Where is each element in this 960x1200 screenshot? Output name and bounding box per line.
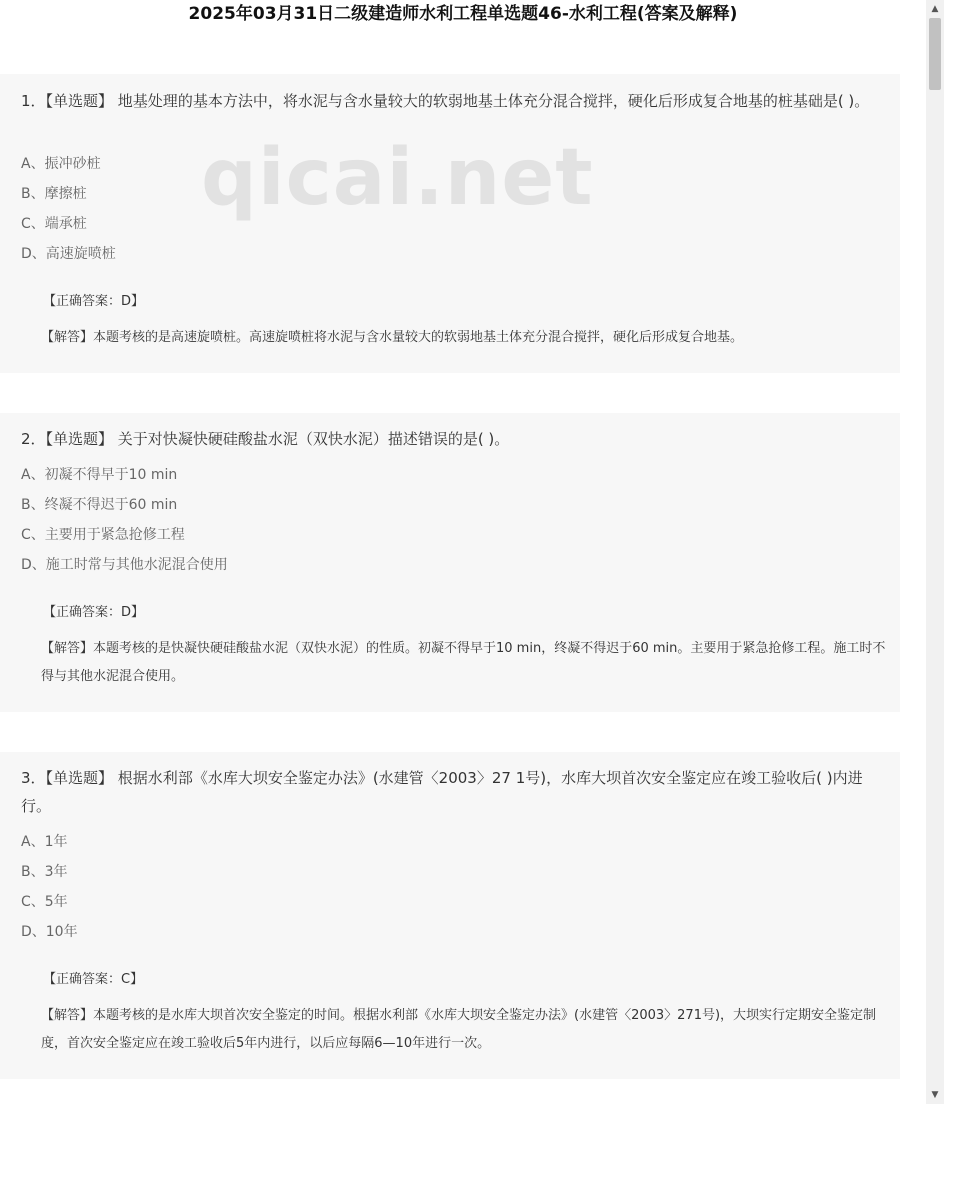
question-text: 2．【单选题】 关于对快凝快硬硅酸盐水泥（双快水泥）描述错误的是( )。 (21, 430, 510, 448)
vertical-scrollbar[interactable] (926, 0, 944, 1104)
option-b: B、摩擦桩 (21, 186, 87, 202)
correct-answer: 【正确答案：D】 (43, 605, 145, 620)
explanation: 【解答】本题考核的是快凝快硬硅酸盐水泥（双快水泥）的性质。初凝不得早于10 min，终凝不得迟于60 min。主要用于紧急抢修工程。施工时不得与其他水泥混合使用。 (41, 641, 886, 684)
option-a: A、初凝不得早于10 min (21, 467, 178, 483)
option-a: A、振冲砂桩 (21, 156, 101, 172)
explanation: 【解答】本题考核的是水库大坝首次安全鉴定的时间。根据水利部《水库大坝安全鉴定办法》(水建管〈2003〉271号)，大坝实行定期安全鉴定制度，首次安全鉴定应在竣工验收后5年内进行，以后应每隔6—10年进行一次。 (41, 1008, 877, 1051)
scroll-up-icon[interactable]: ▲ (931, 4, 939, 14)
option-c: C、主要用于紧急抢修工程 (21, 527, 185, 543)
question-card-2 (0, 413, 900, 712)
question-card-3 (0, 752, 900, 1079)
scrollbar-thumb[interactable] (929, 18, 941, 90)
option-d: D、10年 (21, 924, 78, 940)
option-b: B、3年 (21, 864, 68, 880)
question-card-1 (0, 74, 900, 373)
option-d: D、高速旋喷桩 (21, 246, 116, 262)
question-text: 1．【单选题】 地基处理的基本方法中，将水泥与含水量较大的软弱地基土体充分混合搅拌，硬化后形成复合地基的桩基础是( )。 (21, 92, 870, 110)
scroll-down-icon[interactable]: ▼ (931, 1090, 939, 1100)
option-d: D、施工时常与其他水泥混合使用 (21, 557, 228, 573)
option-c: C、端承桩 (21, 216, 87, 232)
page-title: 2025年03月31日二级建造师水利工程单选题46-水利工程(答案及解释) (188, 4, 738, 24)
question-text: 3．【单选题】 根据水利部《水库大坝安全鉴定办法》(水建管〈2003〉27 1号)，水库大坝首次安全鉴定应在竣工验收后( )内进行。 (21, 769, 863, 815)
option-c: C、5年 (21, 894, 68, 910)
option-a: A、1年 (21, 834, 68, 850)
watermark: qicai.net (201, 133, 594, 223)
option-b: B、终凝不得迟于60 min (21, 497, 178, 513)
explanation: 【解答】本题考核的是高速旋喷桩。高速旋喷桩将水泥与含水量较大的软弱地基土体充分混合搅拌，硬化后形成复合地基。 (41, 330, 744, 345)
correct-answer: 【正确答案：D】 (43, 294, 145, 309)
correct-answer: 【正确答案：C】 (43, 972, 144, 987)
